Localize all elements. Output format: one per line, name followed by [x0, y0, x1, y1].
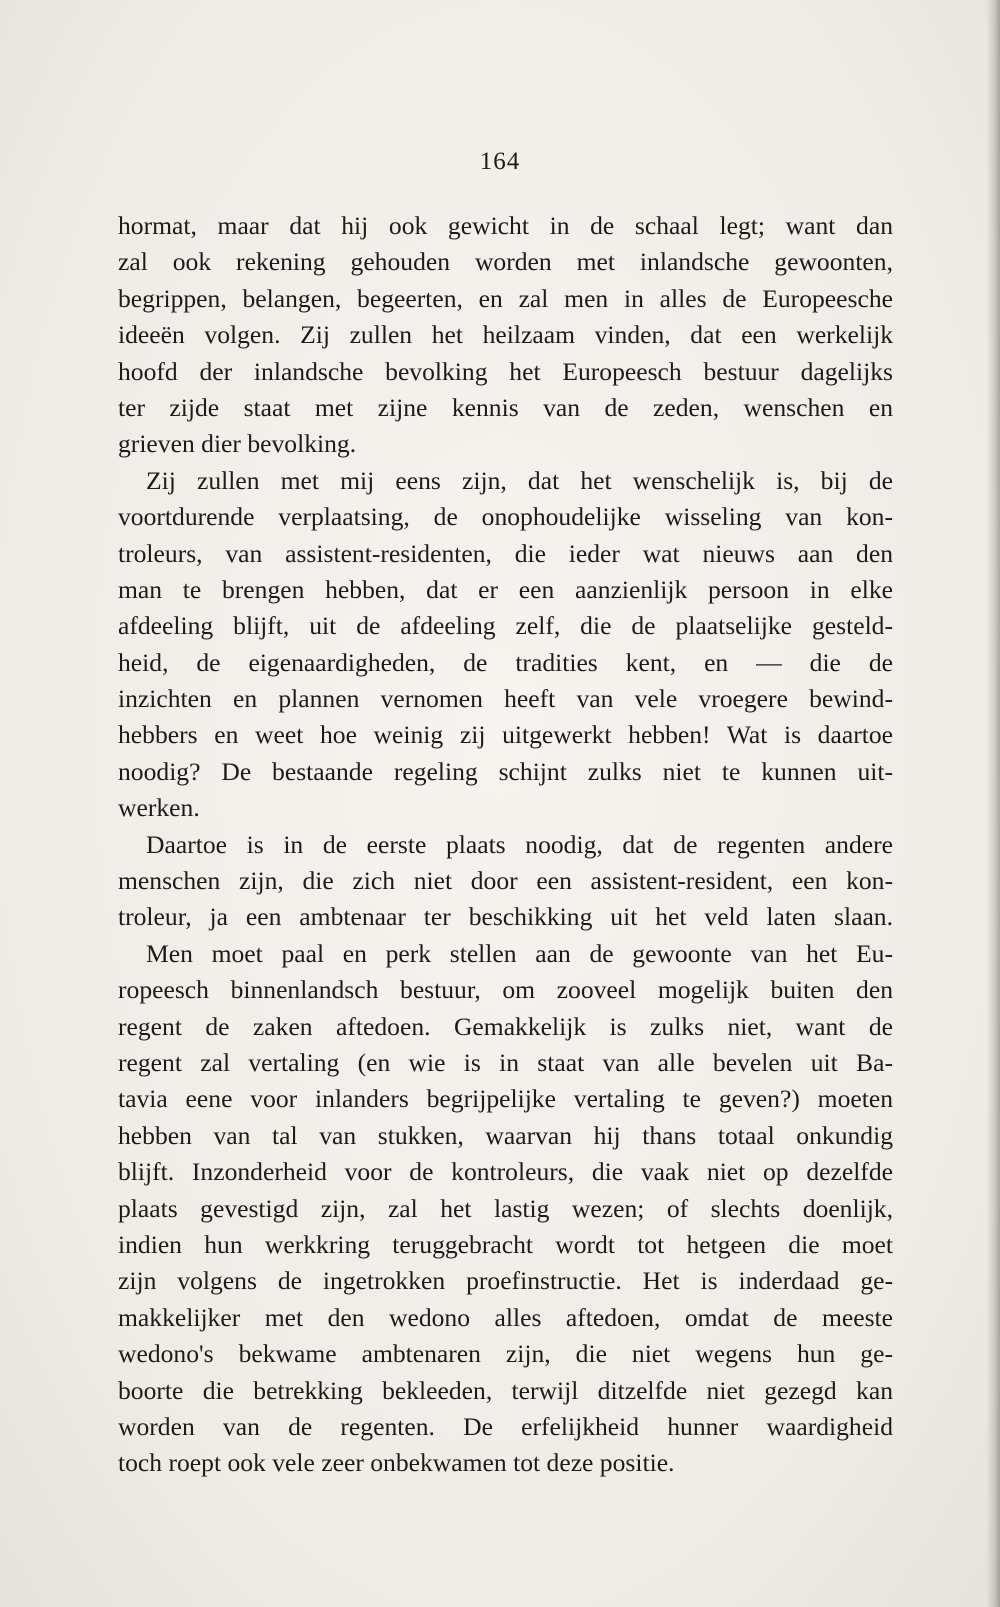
text-line: werken. [118, 793, 200, 823]
paragraph-2 [118, 463, 893, 827]
text-line: heid, de eigenaardigheden, de tradities kent, en — die de [118, 647, 893, 677]
text-line: ideeën volgen. Zij zullen het heilzaam vinden, dat een werkelijk [118, 320, 893, 350]
text-line: regent de zaken aftedoen. Gemakkelijk is zulks niet, want de [118, 1011, 893, 1041]
text-line: hebbers en weet hoe weinig zij uitgewerkt hebben! Wat is daartoe [118, 720, 893, 750]
paragraph-1 [118, 208, 893, 463]
body-text [118, 208, 893, 1482]
text-line: afdeeling blijft, uit de afdeeling zelf, die de plaatselijke gesteld- [118, 611, 893, 641]
text-line: hoofd der inlandsche bevolking het Europeesch bestuur dagelijks [118, 356, 893, 386]
text-line: worden van de regenten. De erfelijkheid hunner waardigheid [118, 1411, 893, 1441]
text-line: voortdurende verplaatsing, de onophoudelijke wisseling van kon- [118, 502, 893, 532]
text-line: man te brengen hebben, dat er een aanzienlijk persoon in elke [118, 574, 893, 604]
page-number: 164 [479, 148, 521, 175]
text-line: hormat, maar dat hij ook gewicht in de schaal legt; want dan [118, 211, 893, 240]
text-line: hebben van tal van stukken, waarvan hij thans totaal onkundig [118, 1120, 893, 1150]
text-line: wedono's bekwame ambtenaren zijn, die niet wegens hun ge- [118, 1339, 893, 1369]
text-line: grieven dier bevolking. [118, 429, 357, 459]
text-line: zijn volgens de ingetrokken proefinstructie. Het is inderdaad ge- [118, 1266, 893, 1296]
text-line: menschen zijn, die zich niet door een assistent-resident, een kon- [118, 866, 893, 896]
text-line: begrippen, belangen, begeerten, en zal men in alles de Europeesche [118, 283, 893, 313]
text-line: toch roept ook vele zeer onbekwamen tot deze positie. [118, 1448, 675, 1478]
text-line: indien hun werkkring teruggebracht wordt tot hetgeen die moet [118, 1229, 893, 1259]
text-line: blijft. Inzonderheid voor de kontroleurs, die vaak niet op dezelfde [118, 1157, 893, 1187]
text-line: troleurs, van assistent-residenten, die ieder wat nieuws aan den [118, 538, 893, 568]
text-line: zal ook rekening gehouden worden met inlandsche gewoonten, [118, 247, 893, 277]
text-line: troleur, ja een ambtenaar ter beschikking uit het veld laten slaan. [118, 902, 893, 932]
text-line: Zij zullen met mij eens zijn, dat het wenschelijk is, bij de [146, 465, 893, 495]
text-line: inzichten en plannen vernomen heeft van vele vroegere bewind- [118, 684, 893, 714]
text-line: ter zijde staat met zijne kennis van de zeden, wenschen en [118, 392, 893, 422]
text-line: ropeesch binnenlandsch bestuur, om zooveel mogelijk buiten den [118, 975, 893, 1005]
paragraph-3 [118, 827, 893, 936]
text-line: plaats gevestigd zijn, zal het lastig wezen; of slechts doenlijk, [118, 1193, 893, 1223]
text-line: regent zal vertaling (en wie is in staat van alle bevelen uit Ba- [118, 1047, 893, 1077]
text-line: noodig? De bestaande regeling schijnt zulks niet te kunnen uit- [118, 756, 893, 786]
paragraph-4 [118, 936, 893, 1482]
page-edge-shadow [986, 0, 1000, 1607]
text-line: Daartoe is in de eerste plaats noodig, dat de regenten andere [146, 829, 893, 859]
text-line: Men moet paal en perk stellen aan de gewoonte van het Eu- [146, 938, 893, 968]
text-line: makkelijker met den wedono alles aftedoen, omdat de meeste [118, 1302, 893, 1332]
text-line: tavia eene voor inlanders begrijpelijke vertaling te geven?) moeten [118, 1084, 893, 1114]
text-line: boorte die betrekking bekleeden, terwijl ditzelfde niet gezegd kan [118, 1375, 893, 1405]
